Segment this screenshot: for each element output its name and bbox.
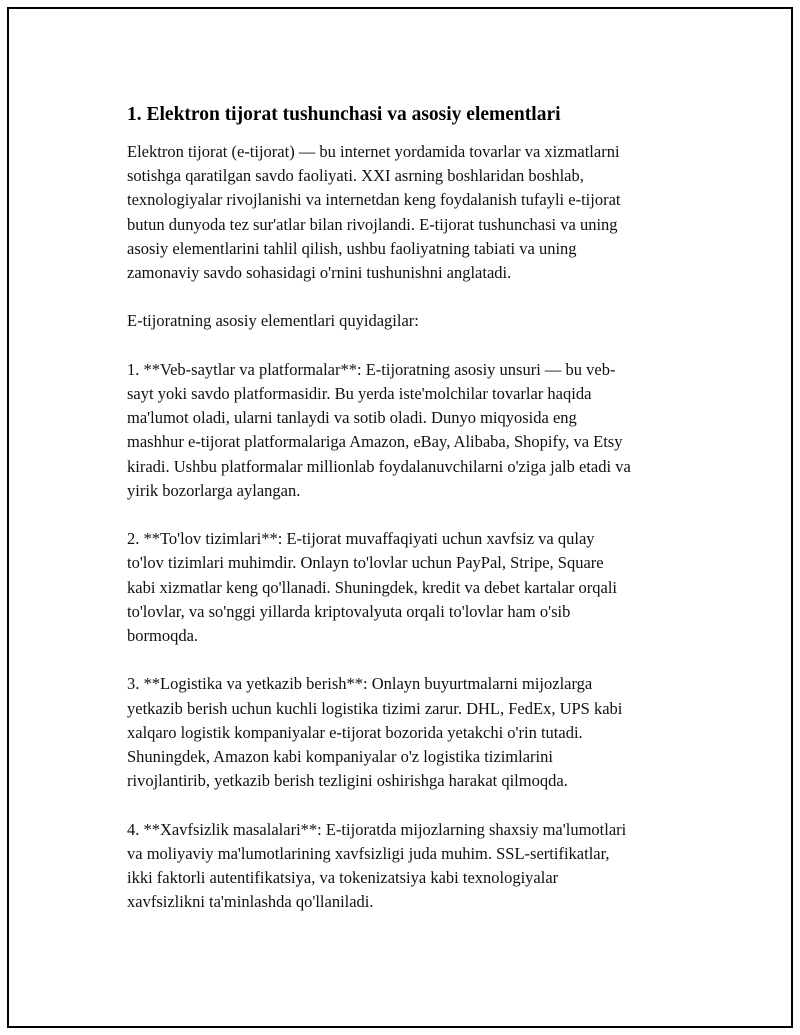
- text-line: 4. **Xavfsizlik masalalari**: E-tijoratda mijozlarning shaxsiy ma'lumotlari: [127, 819, 627, 839]
- text-line: texnologiyalar rivojlanishi va internetdan keng foydalanish tufayli e-tijorat: [127, 190, 621, 210]
- paragraph-elements-intro: [127, 309, 692, 333]
- text-line: kabi xizmatlar keng qo'llanadi. Shuningdek, kredit va debet kartalar orqali: [127, 577, 618, 597]
- text-line: sotishga qaratilgan savdo faoliyati. XXI asrning boshlaridan boshlab,: [127, 166, 584, 186]
- text-line: Shuningdek, Amazon kabi kompaniyalar o'z logistika tizimlarini: [127, 747, 553, 767]
- text-line: butun dunyoda tez sur'atlar bilan rivojlandi. E-tijorat tushunchasi va uning: [127, 214, 618, 234]
- paragraph-logistics: [127, 672, 692, 793]
- document-body: [127, 102, 692, 939]
- text-line: yetkazib berish uchun kuchli logistika tizimi zarur. DHL, FedEx, UPS kabi: [127, 698, 623, 718]
- paragraph-intro: [127, 140, 692, 285]
- paragraph-websites: [127, 358, 692, 503]
- text-line: bormoqda.: [127, 626, 199, 646]
- text-line: 1. **Veb-saytlar va platformalar**: E-tijoratning asosiy unsuri — bu veb-: [127, 359, 616, 379]
- paragraph-security: [127, 818, 692, 915]
- section-heading: 1. Elektron tijorat tushunchasi va asosiy elementlari: [127, 104, 561, 125]
- text-line: rivojlantirib, yetkazib berish tezligini oshirishga harakat qilmoqda.: [127, 771, 568, 791]
- text-line: zamonaviy savdo sohasidagi o'rnini tushunishni anglatadi.: [127, 263, 512, 283]
- text-line: xalqaro logistik kompaniyalar e-tijorat bozorida yetakchi o'rin tutadi.: [127, 722, 583, 742]
- text-line: ikki faktorli autentifikatsiya, va tokenizatsiya kabi texnologiyalar: [127, 868, 559, 888]
- text-line: E-tijoratning asosiy elementlari quyidagilar:: [127, 311, 419, 331]
- text-line: to'lovlar, va so'nggi yillarda kriptovalyuta orqali to'lovlar ham o'sib: [127, 601, 571, 621]
- text-line: kiradi. Ushbu platformalar millionlab foydalanuvchilarni o'ziga jalb etadi va: [127, 456, 631, 476]
- text-line: ma'lumot oladi, ularni tanlaydi va sotib oladi. Dunyo miqyosida eng: [127, 408, 577, 428]
- text-line: va moliyaviy ma'lumotlarining xavfsizligi juda muhim. SSL-sertifikatlar,: [127, 843, 610, 863]
- paragraph-payments: [127, 527, 692, 648]
- text-line: xavfsizlikni ta'minlashda qo'llaniladi.: [127, 892, 374, 912]
- text-line: 3. **Logistika va yetkazib berish**: Onlayn buyurtmalarni mijozlarga: [127, 674, 593, 694]
- page-frame: [7, 7, 793, 1028]
- text-line: 2. **To'lov tizimlari**: E-tijorat muvaffaqiyati uchun xavfsiz va qulay: [127, 529, 595, 549]
- text-line: asosiy elementlarini tahlil qilish, ushbu faoliyatning tabiati va uning: [127, 238, 577, 258]
- text-line: yirik bozorlarga aylangan.: [127, 480, 301, 500]
- text-line: to'lov tizimlari muhimdir. Onlayn to'lovlar uchun PayPal, Stripe, Square: [127, 553, 604, 573]
- text-line: Elektron tijorat (e-tijorat) — bu internet yordamida tovarlar va xizmatlarni: [127, 142, 620, 161]
- text-line: mashhur e-tijorat platformalariga Amazon, eBay, Alibaba, Shopify, va Etsy: [127, 432, 623, 452]
- text-line: sayt yoki savdo platformasidir. Bu yerda iste'molchilar tovarlar haqida: [127, 384, 592, 403]
